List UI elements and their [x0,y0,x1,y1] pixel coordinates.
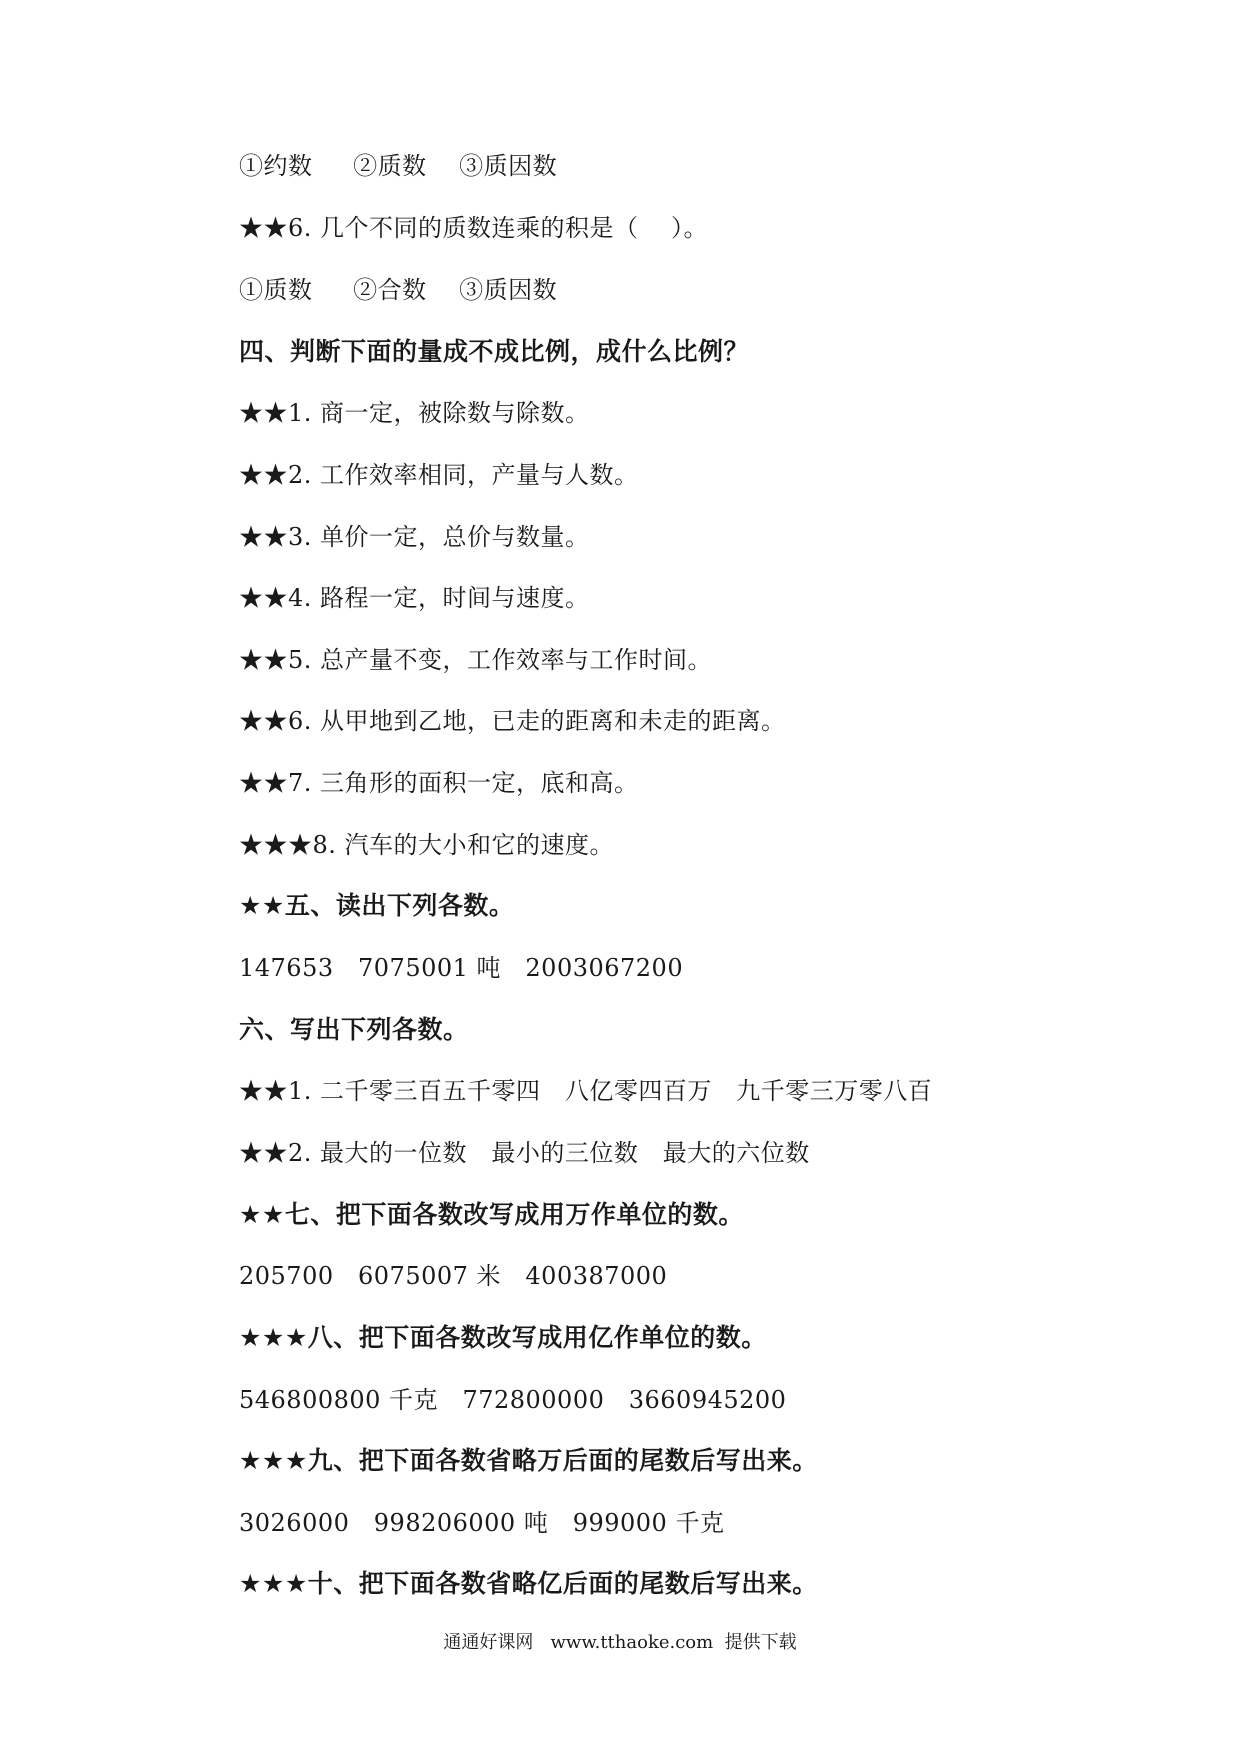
section-4-heading: 四、判断下面的量成不成比例，成什么比例？ [239,337,750,366]
section-4-item-4: ★★4. 路程一定，时间与速度。 [239,584,590,612]
section-6-item-1: ★★1. 二千零三百五千零四 八亿零四百万 九千零三万零八百 [239,1077,933,1105]
section-4-item-8: ★★★8. 汽车的大小和它的速度。 [239,831,615,859]
options-line-6: ①质数 ②合数 ③质因数 [239,276,558,304]
section-9-numbers: 3026000 998206000 吨 999000 千克 [239,1509,725,1537]
question-6: ★★6. 几个不同的质数连乘的积是（ ）。 [239,214,709,242]
section-7-numbers: 205700 6075007 米 400387000 [239,1262,668,1290]
section-5-numbers: 147653 7075001 吨 2003067200 [239,954,684,982]
section-5-heading: ★★五、读出下列各数。 [239,891,515,920]
section-6-item-2: ★★2. 最大的一位数 最小的三位数 最大的六位数 [239,1139,810,1167]
section-9-heading: ★★★九、把下面各数省略万后面的尾数后写出来。 [239,1446,818,1475]
options-line-5: ①约数 ②质数 ③质因数 [239,152,558,180]
section-4-item-6: ★★6. 从甲地到乙地，已走的距离和未走的距离。 [239,707,786,735]
section-10-heading: ★★★十、把下面各数省略亿后面的尾数后写出来。 [239,1569,818,1598]
section-4-item-5: ★★5. 总产量不变，工作效率与工作时间。 [239,646,713,674]
section-8-heading: ★★★八、把下面各数改写成用亿作单位的数。 [239,1323,767,1352]
section-4-item-2: ★★2. 工作效率相同，产量与人数。 [239,461,639,489]
section-8-numbers: 546800800 千克 772800000 3660945200 [239,1386,787,1414]
section-7-heading: ★★七、把下面各数改写成用万作单位的数。 [239,1200,744,1229]
page-footer: 通通好课网 www.tthaoke.com 提供下载 [443,1632,797,1653]
section-4-item-1: ★★1. 商一定，被除数与除数。 [239,399,590,427]
section-4-item-7: ★★7. 三角形的面积一定，底和高。 [239,769,639,797]
section-6-heading: 六、写出下列各数。 [239,1015,469,1044]
section-4-item-3: ★★3. 单价一定，总价与数量。 [239,523,590,551]
